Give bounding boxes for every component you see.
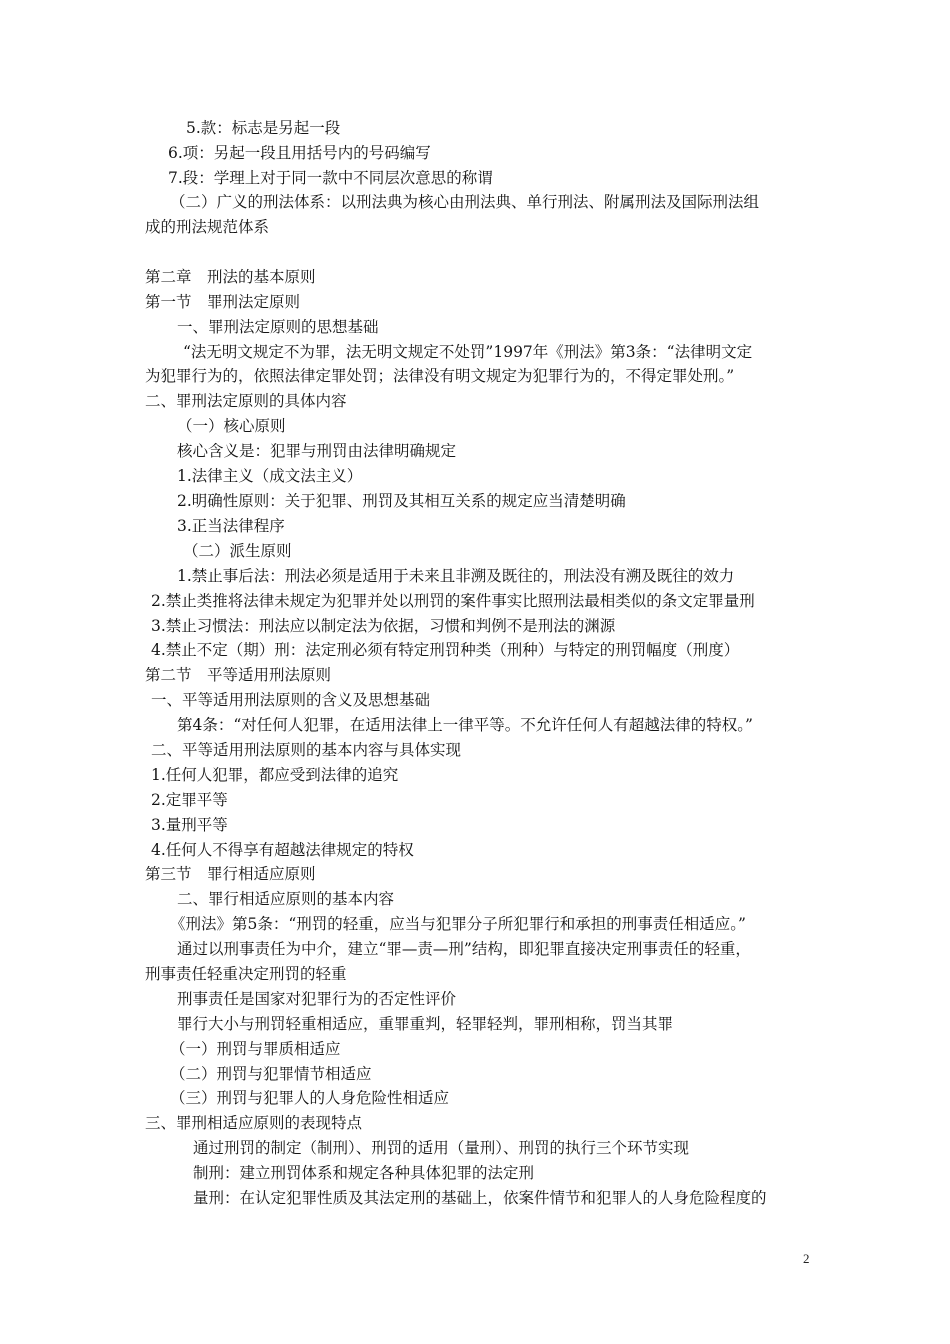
page-number: 2 (803, 1251, 810, 1266)
text-line: 3.正当法律程序 (177, 517, 285, 535)
text-line: （一）核心原则 (177, 417, 286, 435)
text-line: 《刑法》第5条：“刑罚的轻重，应当与犯罪分子所犯罪行和承担的刑事责任相适应。” (170, 915, 746, 933)
text-line: 制刑：建立刑罚体系和规定各种具体犯罪的法定刑 (193, 1164, 535, 1182)
text-line: （三）刑罚与犯罪人的人身危险性相适应 (170, 1089, 450, 1107)
text-line: （二）刑罚与犯罪情节相适应 (170, 1065, 372, 1083)
text-line: 1.法律主义（成文法主义） (177, 467, 363, 485)
text-line: 5.款：标志是另起一段 (186, 119, 341, 137)
text-line: 3.量刑平等 (151, 816, 228, 834)
text-line: （二）广义的刑法体系：以刑法典为核心由刑法典、单行刑法、附属刑法及国际刑法组 (170, 193, 760, 211)
text-line: 2.明确性原则：关于犯罪、刑罚及其相互关系的规定应当清楚明确 (177, 492, 626, 510)
text-line: 一、平等适用刑法原则的含义及思想基础 (151, 691, 431, 709)
text-line: 7.段：学理上对于同一款中不同层次意思的称谓 (168, 169, 493, 187)
text-line: “法无明文规定不为罪，法无明文规定不处罚”1997年《刑法》第3条：“法律明文定 (183, 343, 753, 361)
text-line: 4.任何人不得享有超越法律规定的特权 (151, 841, 414, 859)
text-line: 6.项：另起一段且用括号内的号码编写 (168, 144, 431, 162)
text-line: 核心含义是：犯罪与刑罚由法律明确规定 (177, 442, 457, 460)
section-heading: 第三节 罪行相适应原则 (145, 865, 316, 883)
text-line: （一）刑罚与罪质相适应 (170, 1040, 341, 1058)
text-line: 一、罪刑法定原则的思想基础 (177, 318, 379, 336)
chapter-heading: 第二章 刑法的基本原则 (145, 268, 316, 286)
text-line: 罪行大小与刑罚轻重相适应，重罪重判，轻罪轻判，罪刑相称，罚当其罪 (177, 1015, 674, 1033)
text-line: 通过以刑事责任为中介，建立“罪—责—刑”结构，即犯罪直接决定刑事责任的轻重， (177, 940, 751, 958)
text-line: 1.任何人犯罪，都应受到法律的追究 (151, 766, 399, 784)
section-heading: 第一节 罪刑法定原则 (145, 293, 301, 311)
text-line: 通过刑罚的制定（制刑）、刑罚的适用（量刑）、刑罚的执行三个环节实现 (193, 1139, 690, 1157)
text-line: 3.禁止习惯法：刑法应以制定法为依据，习惯和判例不是刑法的渊源 (151, 617, 616, 635)
text-line: 二、罪行相适应原则的基本内容 (177, 890, 395, 908)
text-line: 二、罪刑法定原则的具体内容 (145, 392, 347, 410)
text-line: 二、平等适用刑法原则的基本内容与具体实现 (151, 741, 462, 759)
text-line: 4.禁止不定（期）刑：法定刑必须有特定刑罚种类（刑种）与特定的刑罚幅度（刑度） (151, 641, 740, 659)
text-line: 为犯罪行为的，依照法律定罪处罚；法律没有明文规定为犯罪行为的，不得定罪处刑。” (145, 367, 735, 385)
text-line: 刑事责任是国家对犯罪行为的否定性评价 (177, 990, 457, 1008)
text-line: 量刑：在认定犯罪性质及其法定刑的基础上，依案件情节和犯罪人的人身危险程度的 (193, 1189, 767, 1207)
text-line: 第4条：“对任何人犯罪，在适用法律上一律平等。不允许任何人有超越法律的特权。” (177, 716, 753, 734)
text-line: （二）派生原则 (183, 542, 292, 560)
text-line: 2.定罪平等 (151, 791, 228, 809)
text-line: 1.禁止事后法：刑法必须是适用于未来且非溯及既往的，刑法没有溯及既往的效力 (177, 567, 735, 585)
section-heading: 第二节 平等适用刑法原则 (145, 666, 332, 684)
text-line: 三、罪刑相适应原则的表现特点 (145, 1114, 363, 1132)
text-line: 2.禁止类推将法律未规定为犯罪并处以刑罚的案件事实比照刑法最相类似的条文定罪量刑 (151, 592, 755, 610)
text-line: 成的刑法规范体系 (145, 218, 270, 236)
text-line: 刑事责任轻重决定刑罚的轻重 (145, 965, 347, 983)
